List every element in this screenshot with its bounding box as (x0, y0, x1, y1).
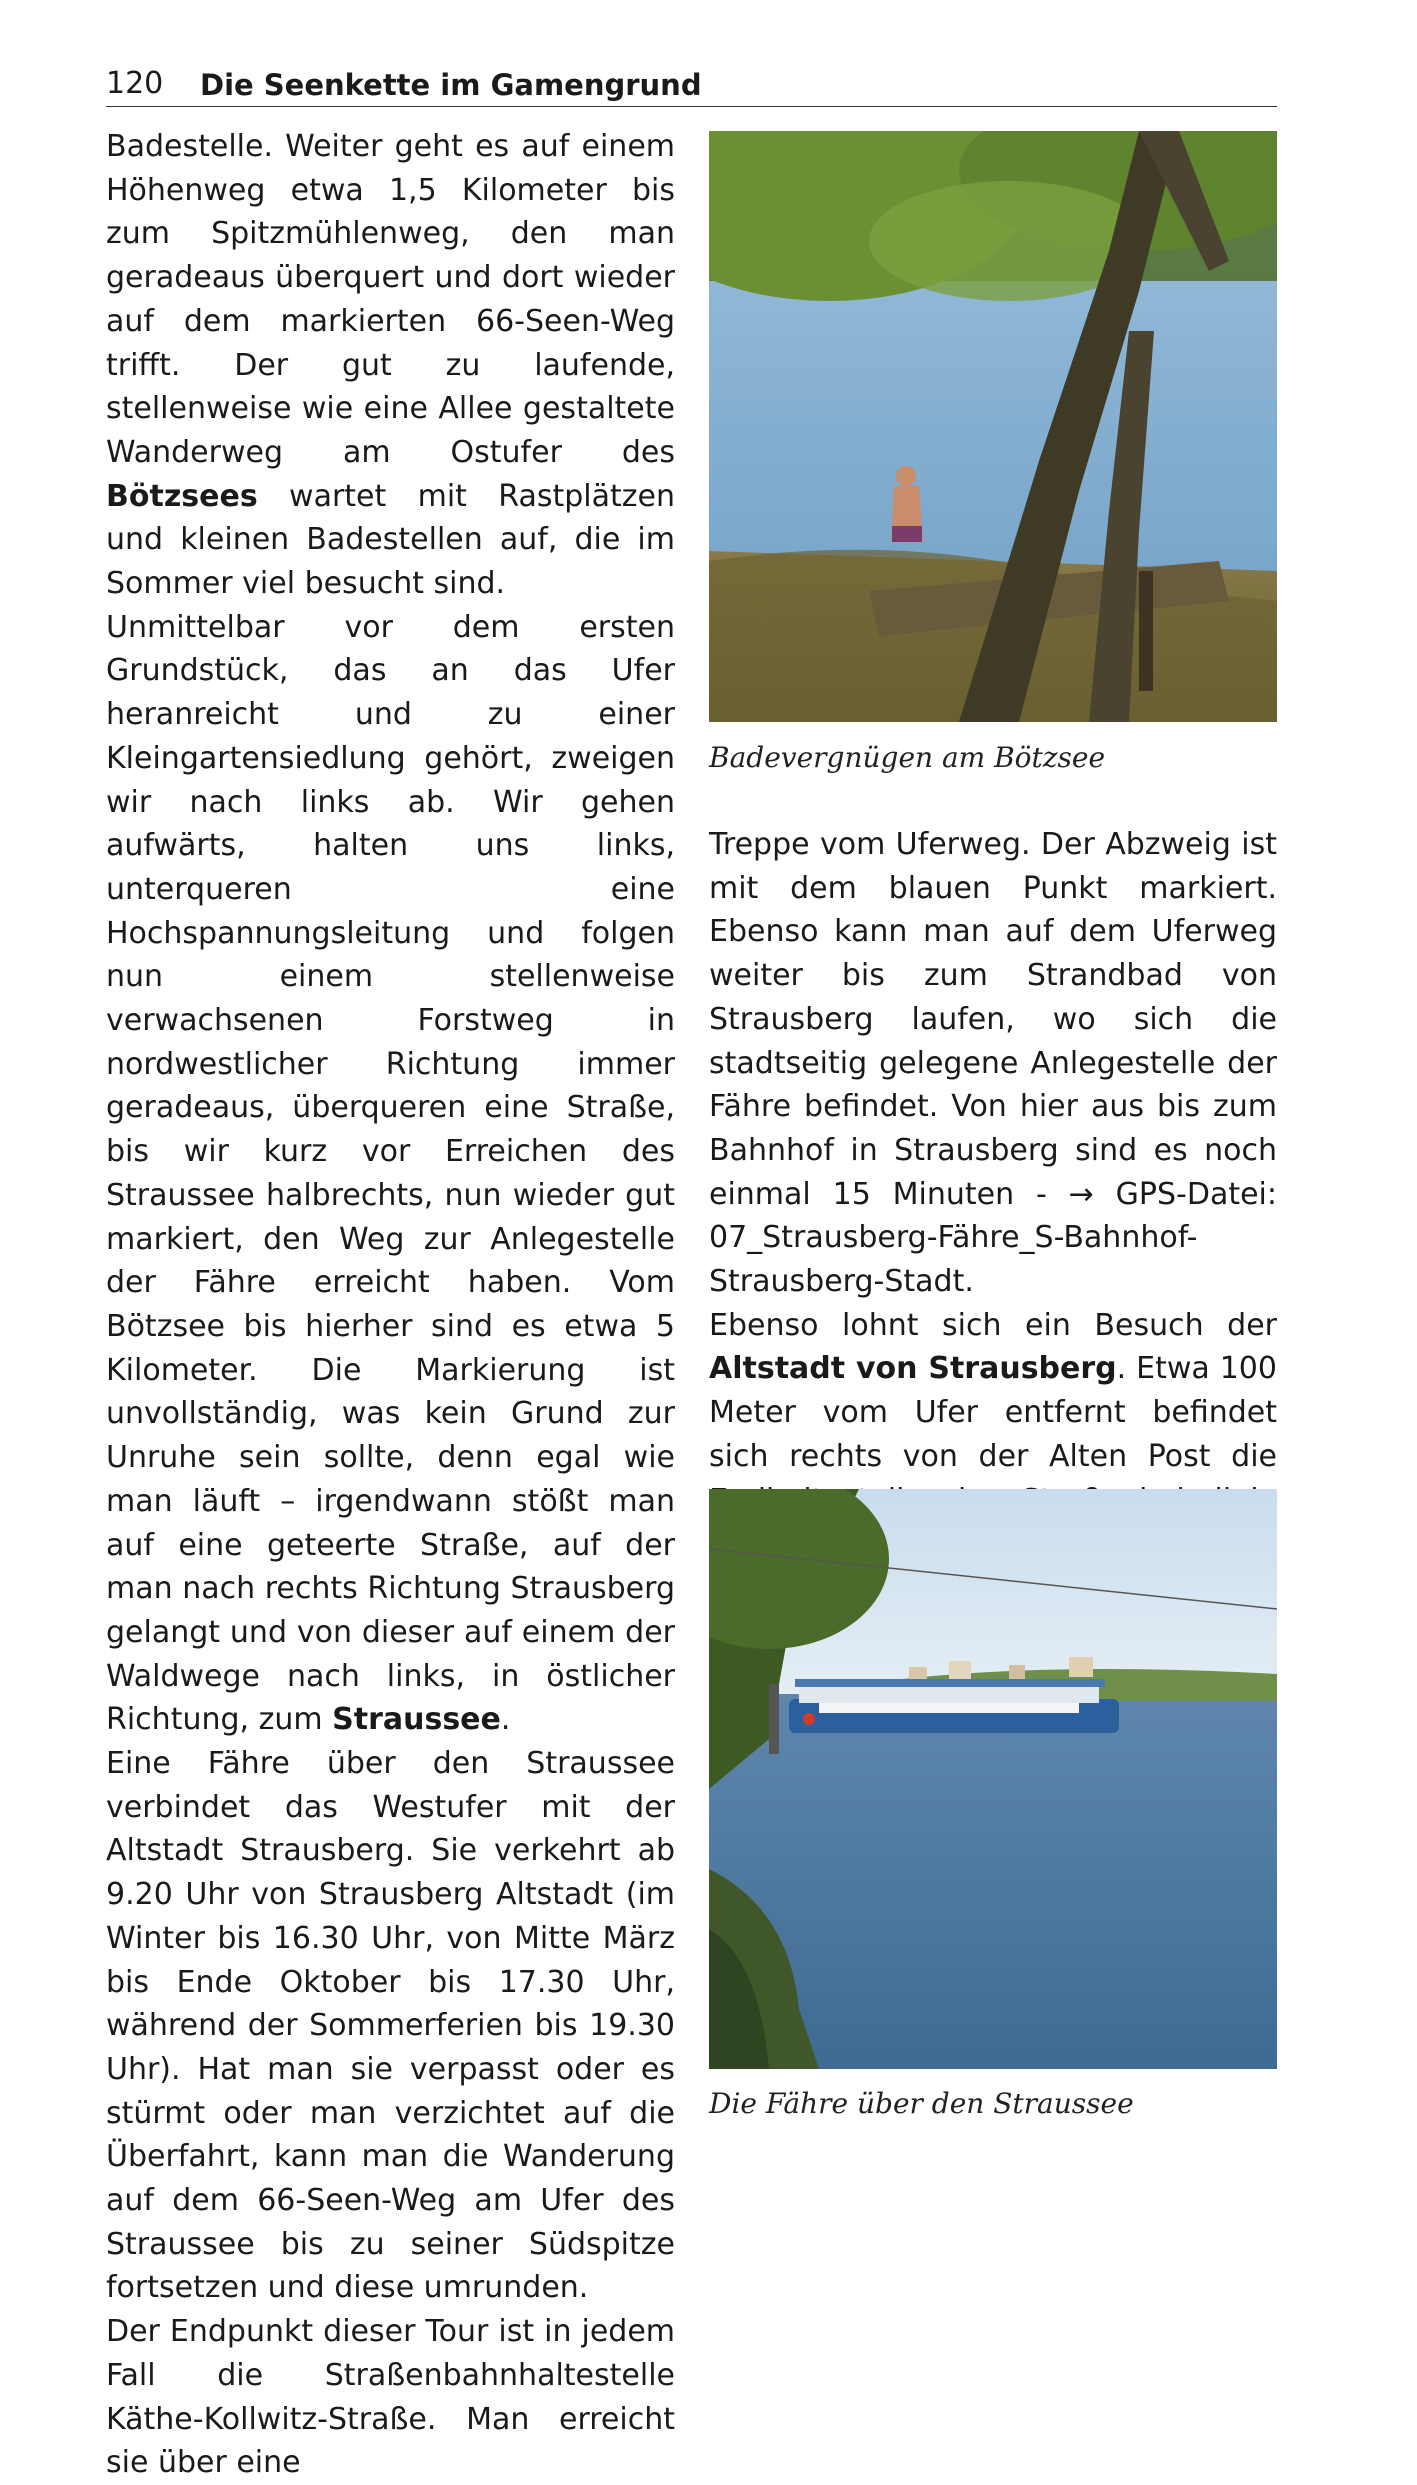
paragraph: Der Endpunkt dieser Tour ist in jedem Fall die Straßenbahnhaltestelle Käthe-Kollwitz-Straße. Man erreicht sie über eine (106, 2314, 675, 2481)
page-number: 120 (106, 66, 164, 101)
right-text-column (709, 823, 1277, 1566)
paragraph: Badestelle. Weiter geht es auf einem Höhenweg etwa 1,5 Kilometer bis zum Spitzmühlenweg, den man geradeaus überquert und dort wieder auf dem markierten 66-Seen-Weg trifft. Der gut zu laufende, stellenweise wie eine Allee gestaltete Wanderweg am Ostufer des Bötzsees wartet mit Rastplätzen und kleinen Badestellen auf, die im Sommer viel besucht sind. (106, 129, 675, 602)
running-title: Die Seenkette im Gamengrund (200, 68, 702, 102)
bold-term: Straussee (332, 1702, 501, 1738)
paragraph: Treppe vom Uferweg. Der Abzweig ist mit dem blauen Punkt markiert. Ebenso kann man auf dem Uferweg weiter bis zum Strandbad von Strausberg laufen, wo sich die stadtseitig gelegene Anlegestelle der Fähre befindet. Von hier aus bis zum Bahnhof in Strausberg sind es noch einmal 15 Minuten - → GPS-Datei: 07_Strausberg-Fähre_S-Bahnhof-Strausberg-Stadt. (709, 827, 1277, 1300)
paragraph: Eine Fähre über den Straussee verbindet das Westufer mit der Altstadt Strausberg. Sie verkehrt ab 9.20 Uhr von Strausberg Altstadt (im Winter bis 16.30 Uhr, von Mitte März bis Ende Oktober bis 17.30 Uhr, während der Sommerferien bis 19.30 Uhr). Hat man sie verpasst oder es stürmt oder man verzichtet auf die Überfahrt, kann man die Wanderung auf dem 66-Seen-Weg am Ufer des Straussee bis zu seiner Südspitze fortsetzen und diese umrunden. (106, 1746, 675, 2306)
paragraph: Unmittelbar vor dem ersten Grundstück, das an das Ufer heranreicht und zu einer Kleingartensiedlung gehört, zweigen wir nach links ab. Wir gehen aufwärts, halten uns links, unterqueren eine Hochspannungsleitung und folgen nun einem stellenweise verwachsenen Forstweg in nordwestlicher Richtung immer geradeaus, überqueren eine Straße, bis wir kurz vor Erreichen des Straussee halbrechts, nun wieder gut markiert, den Weg zur Anlegestelle der Fähre erreicht haben. Vom Bötzsee bis hierher sind es etwa 5 Kilometer. Die Markierung ist unvollständig, was kein Grund zur Unruhe sein sollte, denn egal wie man läuft – irgendwann stößt man auf eine geteerte Straße, auf der man nach rechts Richtung Strausberg gelangt und von dieser auf einem der Waldwege nach links, in östlicher Richtung, zum Straussee. (106, 609, 675, 1738)
photo-caption: Badevergnügen am Bötzsee (709, 741, 1106, 774)
photo-straussee-ferry (709, 1489, 1277, 2069)
bold-term: Bötzsees (106, 478, 258, 514)
left-text-column (106, 125, 675, 2485)
paragraph: Ebenso lohnt sich ein Besuch der Altstadt von Strausberg. Etwa 100 Meter vom Ufer entfernt befindet sich rechts von der Alten Post die (709, 1307, 1277, 1474)
photo-boetzsee-swimmer (709, 131, 1277, 722)
running-header (106, 64, 1277, 107)
photo-caption: Die Fähre über den Straussee (709, 2087, 1134, 2120)
bold-term: Altstadt von Strausberg (709, 1351, 1117, 1387)
